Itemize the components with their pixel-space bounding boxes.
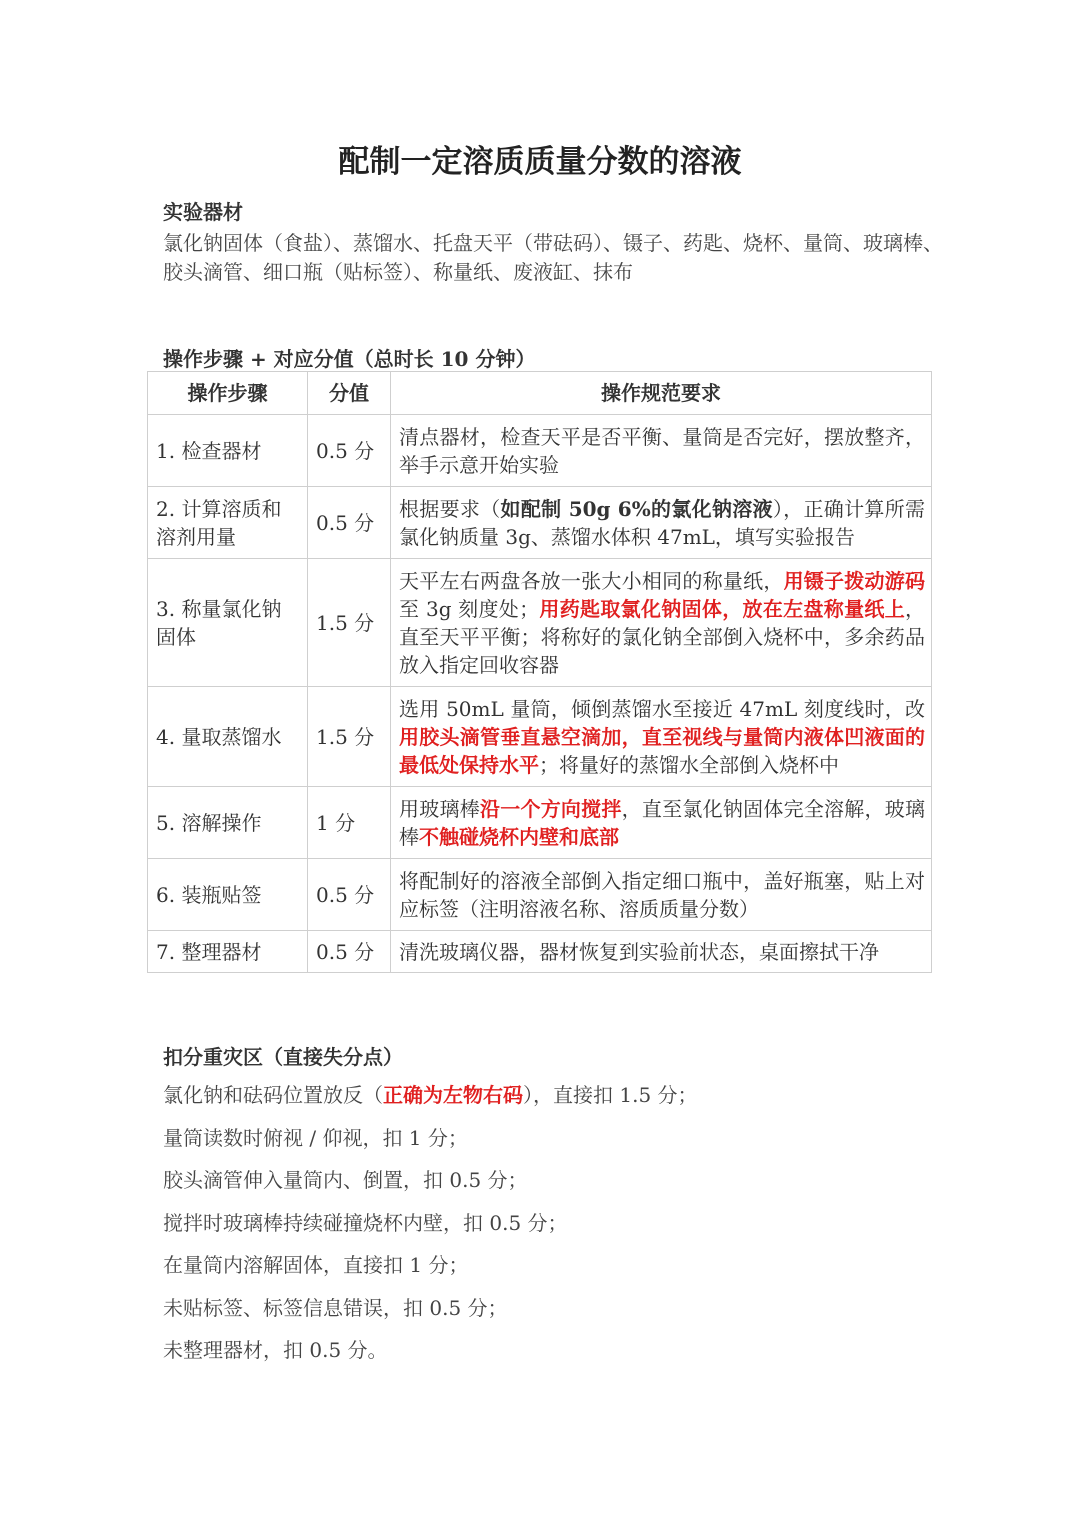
step-name-cell: 2. 计算溶质和溶剂用量: [148, 487, 308, 559]
score-cell: 0.5 分: [308, 859, 391, 931]
table-row: [148, 787, 932, 859]
requirement-cell: [391, 859, 932, 931]
text-run: 根据要求（: [399, 496, 501, 521]
highlighted-text: 正确为左物右码: [383, 1083, 523, 1107]
deduction-item: [163, 1080, 698, 1123]
table-row: [148, 687, 932, 787]
text-run: 至 3g 刻度处；: [399, 596, 540, 621]
text-run: ），直接扣 1.5 分；: [523, 1083, 698, 1107]
text-run: 将配制好的溶液全部倒入指定细口瓶中，盖好瓶塞，贴上对应标签（注明溶液名称、溶质质量分数）: [399, 868, 925, 921]
step-name-cell: 3. 称量氯化钠固体: [148, 559, 308, 687]
step-name-cell: 7. 整理器材: [148, 931, 308, 973]
table-header-row: [148, 372, 932, 415]
score-cell: 0.5 分: [308, 487, 391, 559]
text-run: 清点器材，检查天平是否平衡、量筒是否完好，摆放整齐，举手示意开始实验: [399, 424, 925, 477]
requirement-cell: [391, 487, 932, 559]
requirement-cell: [391, 931, 932, 973]
text-run: 天平左右两盘各放一张大小相同的称量纸，: [399, 568, 784, 593]
column-header-score: 分值: [308, 372, 391, 415]
text-run: 胶头滴管伸入量筒内、倒置，扣 0.5 分；: [163, 1168, 528, 1192]
score-cell: 1.5 分: [308, 687, 391, 787]
equipment-heading: 实验器材: [163, 200, 243, 224]
score-cell: 0.5 分: [308, 415, 391, 487]
column-header-step: 操作步骤: [148, 372, 308, 415]
table-row: [148, 931, 932, 973]
column-header-requirement: 操作规范要求: [391, 372, 932, 415]
table-row: [148, 415, 932, 487]
score-cell: 0.5 分: [308, 931, 391, 973]
highlighted-text: 用胶头滴管垂直悬空滴加，直至视线与量筒内液体凹液面的最低处保持水平: [399, 724, 925, 777]
deduction-item: [163, 1335, 698, 1378]
step-name-cell: 6. 装瓶贴签: [148, 859, 308, 931]
requirement-cell: [391, 559, 932, 687]
text-run: ，直至氯化钠固体完全溶解，玻璃棒: [399, 796, 926, 849]
deduction-item: [163, 1293, 698, 1336]
text-run: 用玻璃棒: [399, 796, 480, 821]
step-name-cell: 1. 检查器材: [148, 415, 308, 487]
deduction-item: [163, 1250, 698, 1293]
text-run: 未贴标签、标签信息错误，扣 0.5 分；: [163, 1295, 508, 1320]
table-row: [148, 859, 932, 931]
text-run: ，直至天平平衡；将称好的氯化钠全部倒入烧杯中，多余药品放入指定回收容器: [399, 596, 925, 677]
text-run: 未整理器材，扣 0.5 分。: [163, 1338, 388, 1362]
table-row: [148, 487, 932, 559]
deduction-item: [163, 1123, 698, 1166]
deduction-item: [163, 1208, 698, 1251]
step-name-cell: 5. 溶解操作: [148, 787, 308, 859]
text-run: ），正确计算所需氯化钠质量 3g、蒸馏水体积 47mL，填写实验报告: [399, 496, 925, 549]
text-run: 在量筒内溶解固体，直接扣 1 分；: [163, 1253, 469, 1277]
page-title: 配制一定溶质质量分数的溶液: [338, 144, 742, 180]
highlighted-text: 用镊子拨动游码: [783, 568, 926, 593]
text-run: 搅拌时玻璃棒持续碰撞烧杯内壁，扣 0.5 分；: [163, 1210, 568, 1235]
requirement-cell: [391, 687, 932, 787]
deductions-list: [163, 1080, 698, 1378]
bold-text: 如配制 50g 6%的氯化钠溶液: [500, 496, 773, 521]
deductions-heading: 扣分重灾区（直接失分点）: [163, 1045, 403, 1069]
text-run: 氯化钠和砝码位置放反（: [163, 1083, 383, 1107]
text-run: ；将量好的蒸馏水全部倒入烧杯中: [539, 752, 839, 777]
equipment-list: 氯化钠固体（食盐）、蒸馏水、托盘天平（带砝码）、镊子、药匙、烧杯、量筒、玻璃棒、胶头滴管、细口瓶（贴标签）、称量纸、废液缸、抹布: [163, 231, 943, 284]
text-run: 选用 50mL 量筒，倾倒蒸馏水至接近 47mL 刻度线时，改: [399, 696, 925, 721]
highlighted-text: 不触碰烧杯内壁和底部: [419, 824, 619, 849]
requirement-cell: [391, 415, 932, 487]
table-row: [148, 559, 932, 687]
step-name-cell: 4. 量取蒸馏水: [148, 687, 308, 787]
score-cell: 1 分: [308, 787, 391, 859]
steps-heading: 操作步骤 + 对应分值（总时长 10 分钟）: [163, 347, 536, 371]
requirement-cell: [391, 787, 932, 859]
deduction-item: [163, 1165, 698, 1208]
steps-table: [147, 371, 932, 973]
text-run: 清洗玻璃仪器，器材恢复到实验前状态，桌面擦拭干净: [399, 939, 879, 964]
text-run: 量筒读数时俯视 / 仰视，扣 1 分；: [163, 1125, 468, 1150]
highlighted-text: 沿一个方向搅拌: [479, 796, 622, 821]
score-cell: 1.5 分: [308, 559, 391, 687]
highlighted-text: 用药匙取氯化钠固体，放在左盘称量纸上: [539, 596, 905, 621]
